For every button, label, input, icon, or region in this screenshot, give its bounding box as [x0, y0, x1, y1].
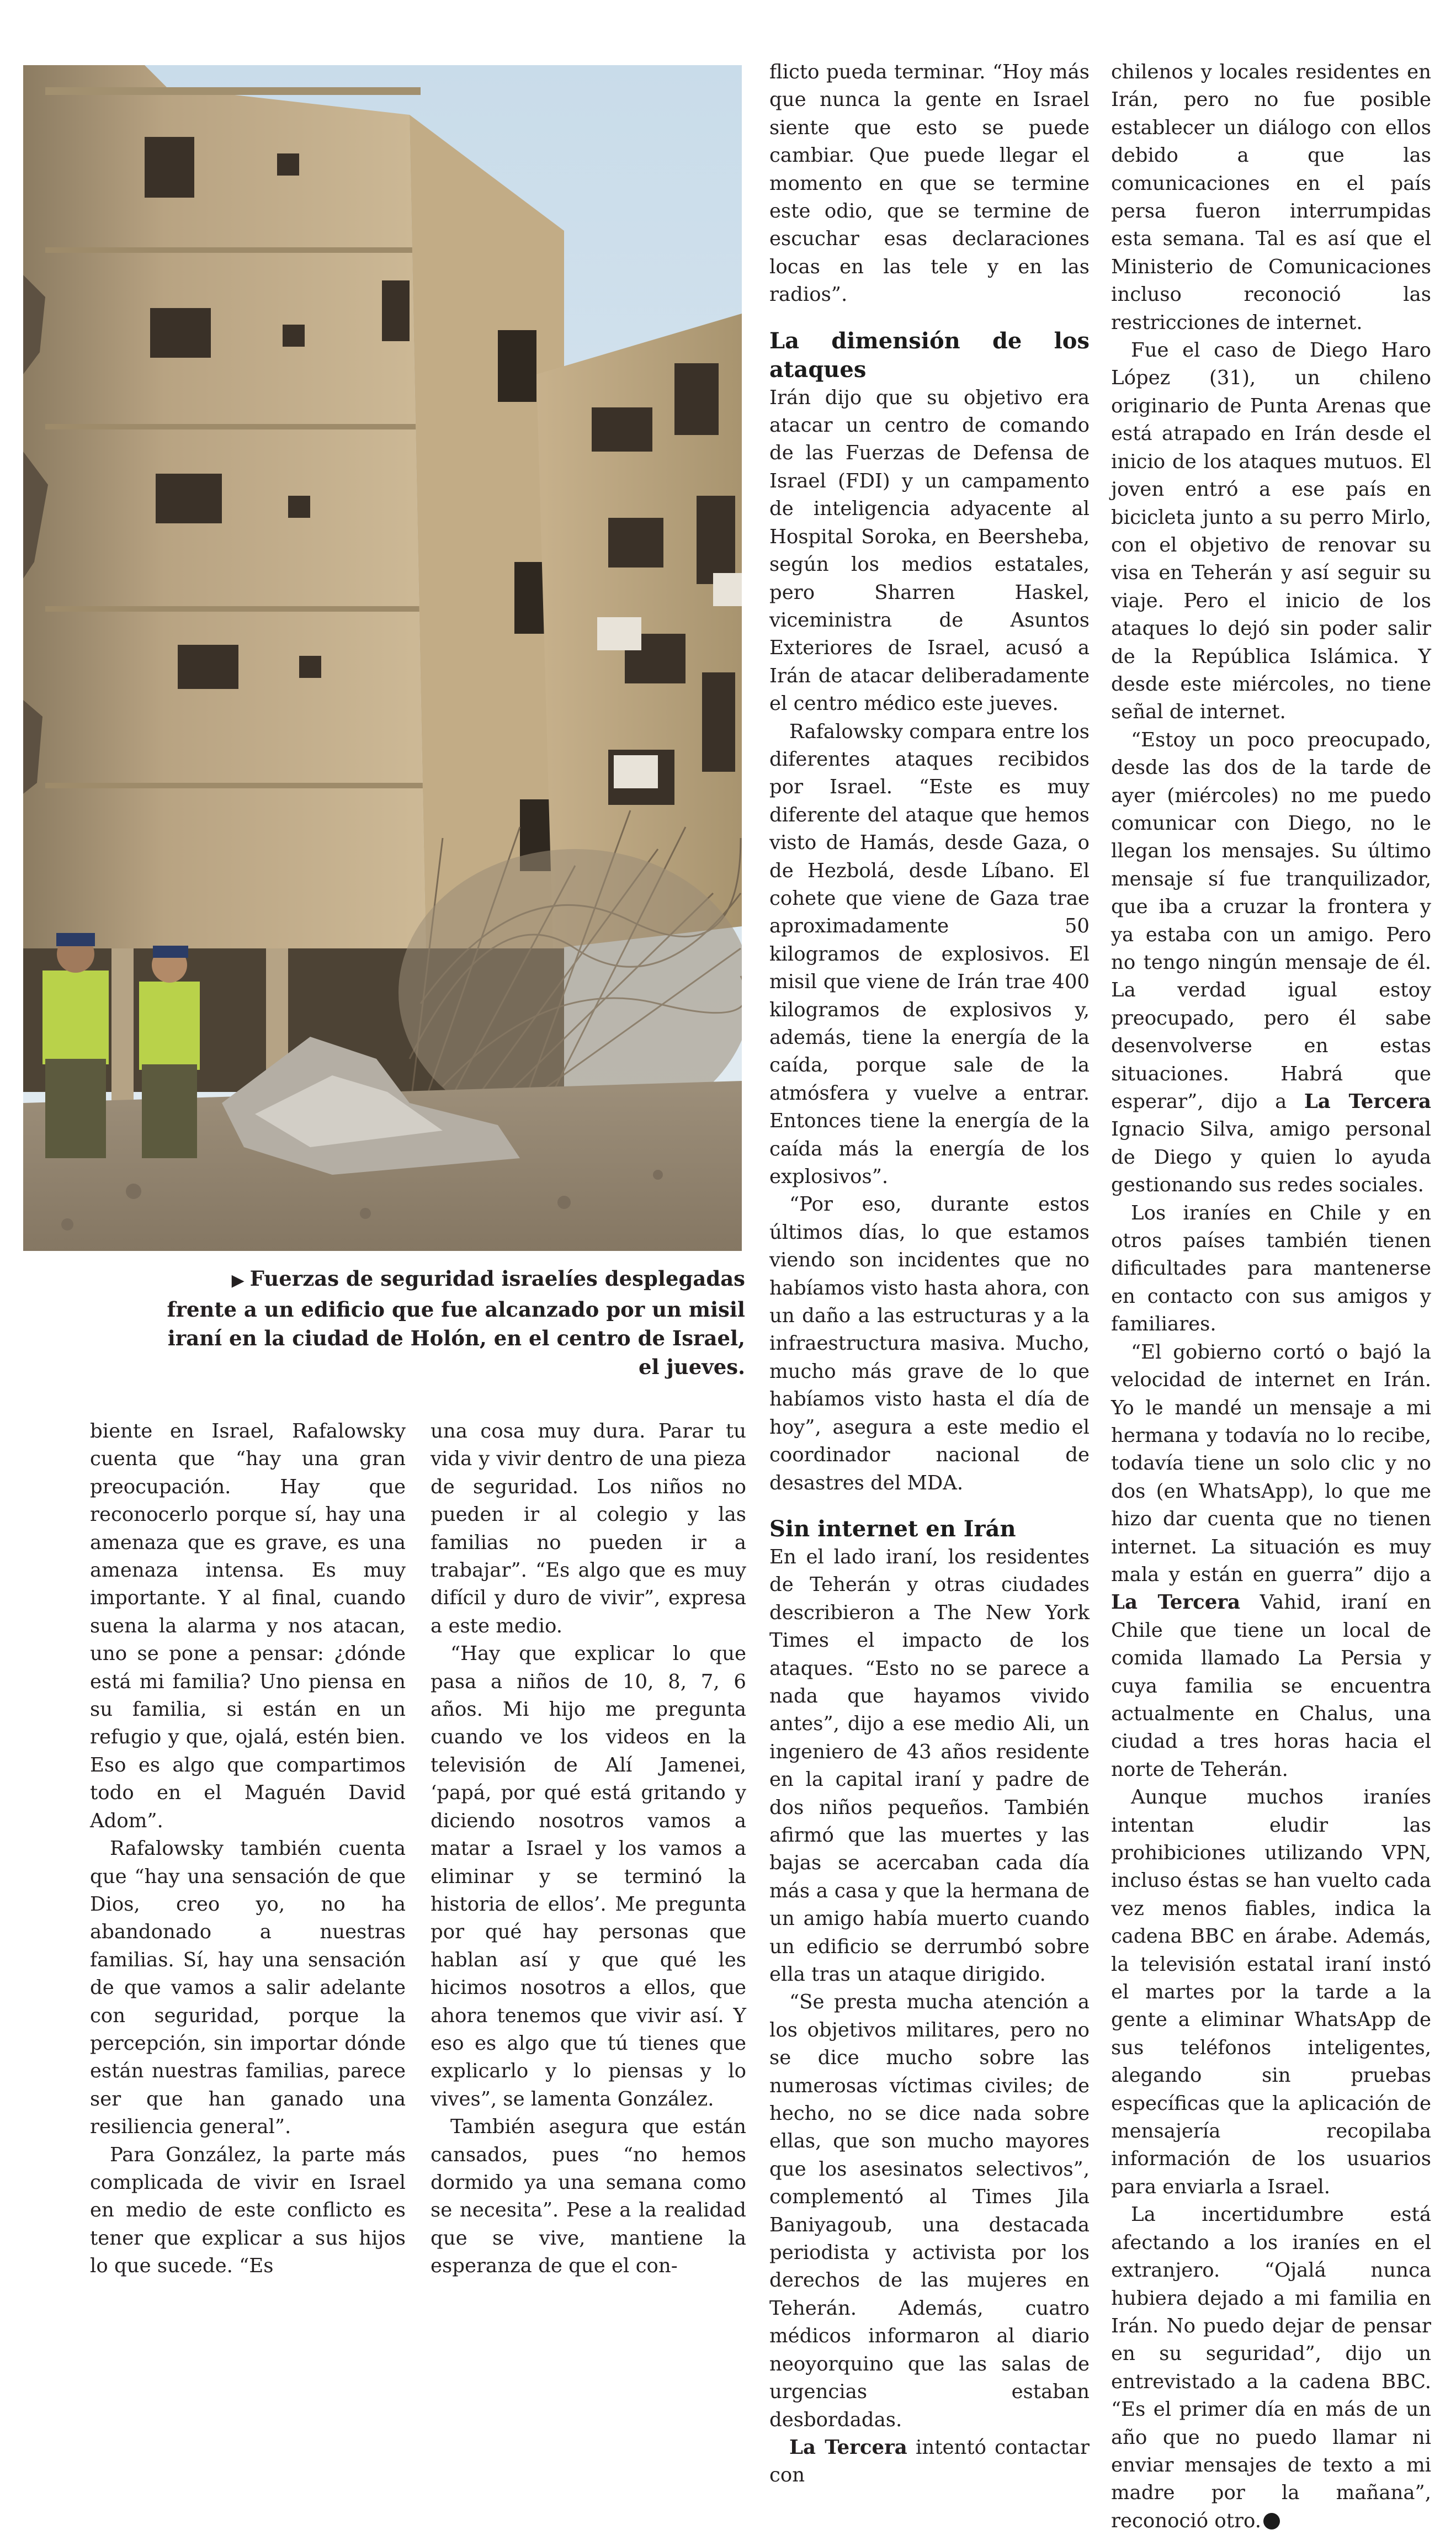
paragraph: “Hay que explicar lo que pasa a niños de 10, 8, 7, 6 años. Mi hijo me pregunta cuando ve los videos en la televisión de Alí Jamenei, ‘papá, por qué está gritando y diciendo nosotros vamos a matar a Israel y los vamos a eliminar y se terminó la historia de ellos’. Me pregunta por qué hay personas que hablan así y que qué les hicimos nosotros a ellos, que ahora tenemos que vivir así. Y eso es algo que tú tienes que explicarlo y lo piensas y lo vives”, se lamenta González.	[431, 1642, 746, 2110]
paragraph: biente en Israel, Rafalowsky cuenta que “hay una gran preocupación. Hay que reconocerlo porque sí, hay una amenaza que es grave, es una amenaza intensa. Es muy importante. Y al final, cuando suena la alarma y nos atacan, uno se pone a pensar: ¿dónde está mi familia? Uno piensa en su familia, si están en un refugio y que, ojalá, estén bien. Eso es algo que compartimos todo en el Maguén David Adom”.	[90, 1420, 406, 1832]
publication-name: La Tercera	[789, 2436, 907, 2459]
paragraph: Para González, la parte más complicada de vivir en Israel en medio de este conflicto es tener que explicar a sus hijos lo que sucede. “Es	[90, 2143, 406, 2278]
paragraph: chilenos y locales residentes en Irán, pero no fue posible establecer un diálogo con ellos debido a que las comunicaciones en el país persa fueron interrumpidas esta semana. Tal es así que el Ministerio de Comunicaciones incluso reconoció las restricciones de internet.	[1111, 61, 1431, 334]
paragraph: una cosa muy dura. Parar tu vida y vivir dentro de una pieza de seguridad. Los niños no pueden ir al colegio y las familias no pueden ir a trabajar”. “Es algo que es muy difícil y duro de vivir”, expresa a este medio.	[431, 1420, 746, 1637]
news-photo	[23, 65, 742, 1251]
section-heading: La dimensión de los ataques	[769, 327, 1090, 383]
column-4	[1111, 59, 1431, 2535]
paragraph: Aunque muchos iraníes intentan eludir las prohibiciones utilizando VPN, incluso éstas se han vuelto cada vez menos fiables, indica la cadena BBC en árabe. Además, la televisión estatal iraní instó el martes por la tarde a la gente a eliminar WhatsApp de sus teléfonos inteligentes, alegando sin pruebas específicas que la aplicación de mensajería recopilaba información de los usuarios para enviarla a Israel.	[1111, 1786, 1431, 2198]
paragraph: Rafalowsky también cuenta que “hay una sensación de que Dios, creo yo, no ha abandonado a nuestras familias. Sí, hay una sensación de que vamos a salir adelante con seguridad, porque la percepción, sin importar dónde están nuestras familias, parece ser que han ganado una resiliencia general”.	[90, 1837, 406, 2139]
paragraph: También asegura que están cansados, pues “no hemos dormido ya una semana como se necesita”. Pese a la realidad que se vive, mantiene la esperanza de que el con-	[431, 2115, 746, 2278]
paragraph: “El gobierno cortó o bajó la velocidad de internet en Irán. Yo le mandé un mensaje a mi hermana y todavía no lo recibe, todavía tiene un solo clic y no dos (en WhatsApp), lo que me hizo dar cuenta que no tienen internet. La situación es muy mala y están en guerra” dijo a La Tercera Vahid, iraní en Chile que tiene un local de comida llamado La Persia y cuya familia se encuentra actualmente en Chalus, una ciudad a tres horas hacia el norte de Teherán.	[1111, 1340, 1431, 1781]
paragraph: La incertidumbre está afectando a los iraníes en el extranjero. “Ojalá nunca hubiera dejado a mi familia en Irán. No puedo dejar de pensar en su seguridad”, dijo un entrevistado a la cadena BBC. “Es el primer día en más de un año que no puedo llamar ni enviar mensajes de texto a mi madre por la mañana”, reconoció otro.	[1111, 2203, 1431, 2532]
paragraph: Fue el caso de Diego Haro López (31), un chileno originario de Punta Arenas que está atrapado en Irán desde el inicio de los ataques mutuos. El joven entró a ese país en bicicleta junto a su perro Mirlo, con el objetivo de renovar su visa en Teherán y así seguir su viaje. Pero el inicio de los ataques lo dejó sin poder salir de la República Islámica. Y desde este miércoles, no tiene señal de internet.	[1111, 339, 1431, 724]
paragraph: Irán dijo que su objetivo era atacar un centro de comando de las Fuerzas de Defensa de Israel (FDI) y un campamento de inteligencia adyacente al Hospital Soroka, en Beersheba, según los medios estatales, pero Sharren Haskel, viceministra de Asuntos Exteriores de Israel, acusó a Irán de atacar deliberadamente el centro médico este jueves.	[769, 386, 1090, 715]
end-of-article-icon	[1263, 2513, 1280, 2529]
paragraph: Los iraníes en Chile y en otros países también tienen dificultades para mantenerse en contacto con sus amigos y familiares.	[1111, 1201, 1431, 1336]
paragraph: Rafalowsky compara entre los diferentes ataques recibidos por Israel. “Este es muy diferente del ataque que hemos visto de Hamás, desde Gaza, o de Hezbolá, desde Líbano. El cohete que viene de Gaza trae aproximadamente 50 kilogramos de explosivos. El misil que viene de Irán trae 400 kilogramos de explosivos y, además, tiene la energía de la caída, porque sale de la atmósfera y vuelve a entrar. Entonces tiene la energía de la caída más la energía de los explosivos”.	[769, 720, 1090, 1189]
section-heading: Sin internet en Irán	[769, 1515, 1016, 1542]
publication-name: La Tercera	[1304, 1090, 1431, 1113]
paragraph: “Por eso, durante estos últimos días, lo que estamos viendo son incidentes que no habíamos visto hasta ahora, con un daño a las estructuras y a la infraestructura masiva. Mucho, mucho más grave de lo que habíamos visto hasta el día de hoy”, asegura a este medio el coordinador nacional de desastres del MDA.	[769, 1193, 1090, 1494]
caption-text: Fuerzas de seguridad israelíes desplegadas frente a un edificio que fue alcanzado por un misil iraní en la ciudad de Holón, en el centro de Israel, el jueves.	[167, 1266, 745, 1379]
paragraph: En el lado iraní, los residentes de Teherán y otras ciudades describieron a The New York Times el impacto de los ataques. “Esto no se parece a nada que hayamos vivido antes”, dijo a ese medio Ali, un ingeniero de 43 años residente en la capital iraní y padre de dos niños pequeños. También afirmó que las muertes y las bajas se acercaban cada día más a casa y que la hermana de un amigo había muerto cuando un edificio se derrumbó sobre ella tras un ataque dirigido.	[769, 1545, 1090, 1986]
column-3	[769, 59, 1090, 2490]
paragraph: “Estoy un poco preocupado, desde las dos de la tarde de ayer (miércoles) no me puedo comunicar con Diego, no le llegan los mensajes. Su último mensaje sí fue tranquilizador, que iba a cruzar la frontera y ya estaba con un amigo. Pero no tengo ningún mensaje de él. La verdad igual estoy preocupado, pero él sabe desenvolverse en estas situaciones. Habrá que esperar”, dijo a La Tercera Ignacio Silva, amigo personal de Diego y quien lo ayuda gestionando sus redes sociales.	[1111, 728, 1431, 1197]
column-2	[431, 1418, 746, 2281]
paragraph: “Se presta mucha atención a los objetivos militares, pero no se dice mucho sobre las numerosas víctimas civiles; de hecho, no se dice nada sobre ellas, que son mucho mayores que los asesinatos selectivos”, complementó al Times Jila Baniyagoub, una destacada periodista y activista por los derechos de las mujeres en Teherán. Además, cuatro médicos informaron al diario neoyorquino que las salas de urgencias estaban desbordadas.	[769, 1991, 1090, 2431]
paragraph: flicto pueda terminar. “Hoy más que nunca la gente en Israel siente que esto se puede cambiar. Que puede llegar el momento en que se termine este odio, que se termine de escuchar esas declaraciones locas en las tele y en las radios”.	[769, 61, 1090, 306]
caption-marker-icon: ▶	[231, 1271, 245, 1290]
paragraph: La Tercera intentó contactar con	[769, 2436, 1090, 2487]
publication-name: La Tercera	[1111, 1591, 1241, 1614]
column-1	[90, 1418, 406, 2281]
photo-caption	[166, 1264, 745, 1381]
